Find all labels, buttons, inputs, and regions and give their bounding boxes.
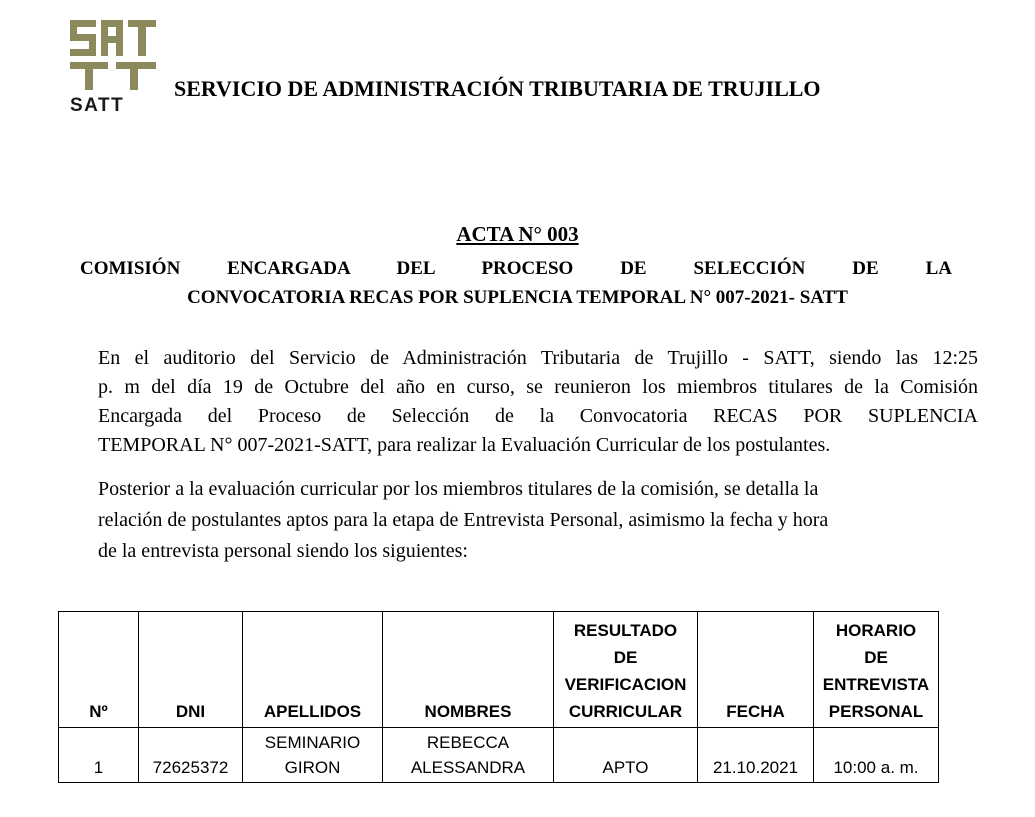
table-cell <box>554 728 698 783</box>
paragraph-line: Encargada del Proceso de Selección de la Convocatoria RECAS POR SUPLENCIA <box>98 405 978 427</box>
table-cell <box>139 728 243 783</box>
column-header <box>243 612 383 728</box>
cell-text: 72625372 <box>152 758 229 777</box>
column-header <box>383 612 554 728</box>
cell-text: 1 <box>93 758 104 777</box>
header-text: Nº <box>89 702 108 721</box>
paragraph-2 <box>98 474 978 567</box>
header-text: DNI <box>175 702 206 721</box>
cell-text: GIRON <box>284 758 341 777</box>
paragraph-line: p. m del día 19 de Octubre del año en curso, se reunieron los miembros titulares de la Comisión <box>98 376 978 398</box>
header-text: RESULTADO <box>573 621 678 640</box>
organization-title: SERVICIO DE ADMINISTRACIÓN TRIBUTARIA DE TRUJILLO <box>174 76 821 101</box>
paragraph-line: En el auditorio del Servicio de Administración Tributaria de Trujillo - SATT, siendo las 12:25 <box>98 347 978 369</box>
column-header <box>814 612 939 728</box>
header-text: FECHA <box>726 702 785 721</box>
header-text: APELLIDOS <box>263 702 362 721</box>
cell-text: APTO <box>602 758 649 777</box>
paragraph-1 <box>98 344 978 460</box>
cell-text: 10:00 a. m. <box>833 758 919 777</box>
applicants-table <box>58 611 939 783</box>
header-text: HORARIO <box>835 621 917 640</box>
header-text: PERSONAL <box>828 702 924 721</box>
document-title: ACTA N° 003 <box>456 222 579 246</box>
paragraph-line: de la entrevista personal siendo los siguientes: <box>98 540 468 562</box>
paragraph-line: TEMPORAL N° 007-2021-SATT, para realizar la Evaluación Curricular de los postulantes. <box>98 434 831 456</box>
table-row <box>59 728 939 783</box>
header-text: CURRICULAR <box>568 702 683 721</box>
cell-text: 21.10.2021 <box>712 758 799 777</box>
document-subtitle-line-1: COMISIÓN ENCARGADA DEL PROCESO DE SELECCIÓN DE LA <box>80 258 952 279</box>
header-text: ENTREVISTA <box>822 675 930 694</box>
column-header <box>554 612 698 728</box>
table-cell <box>698 728 814 783</box>
logo-text: SATT <box>70 95 125 116</box>
paragraph-line: relación de postulantes aptos para la etapa de Entrevista Personal, asimismo la fecha y hora <box>98 509 829 531</box>
column-header <box>59 612 139 728</box>
table-cell <box>243 728 383 783</box>
table-header-row <box>59 612 939 728</box>
cell-text: REBECCA <box>426 733 510 752</box>
paragraph-line: Posterior a la evaluación curricular por los miembros titulares de la comisión, se detalla la <box>98 478 819 500</box>
table-cell <box>383 728 554 783</box>
table-cell <box>59 728 139 783</box>
column-header <box>698 612 814 728</box>
table-cell <box>814 728 939 783</box>
cell-text: ALESSANDRA <box>410 758 526 777</box>
document-subtitle-line-2: CONVOCATORIA RECAS POR SUPLENCIA TEMPORAL N° 007-2021- SATT <box>187 287 848 308</box>
column-header <box>139 612 243 728</box>
header-text: NOMBRES <box>424 702 512 721</box>
header-text: DE <box>613 648 638 667</box>
header-text: VERIFICACION <box>564 675 687 694</box>
header-text: DE <box>864 648 888 667</box>
cell-text: SEMINARIO <box>264 733 361 752</box>
